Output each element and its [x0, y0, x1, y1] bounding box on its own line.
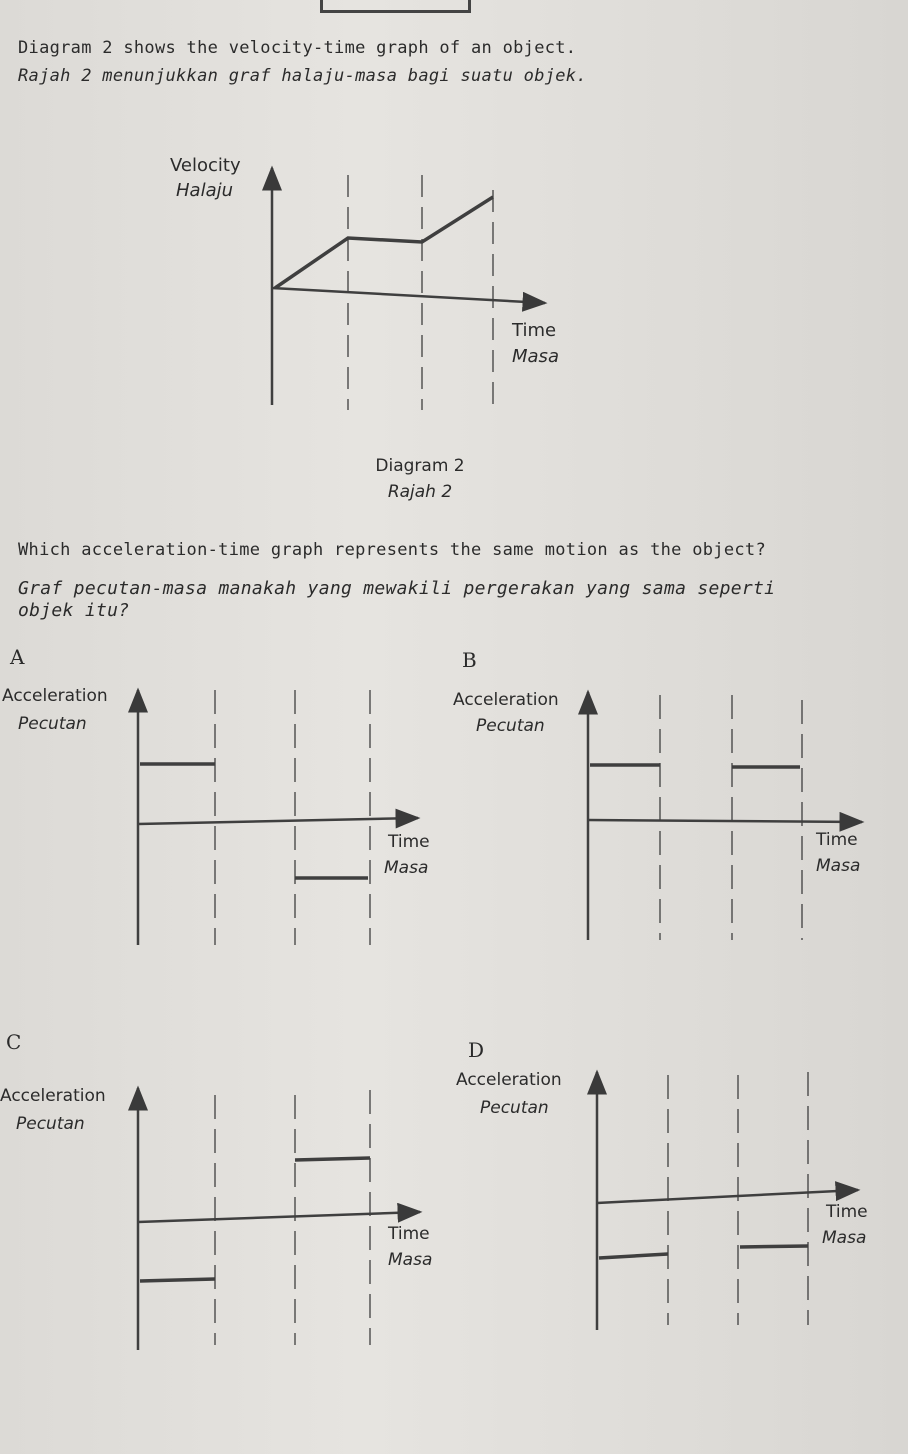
b-x-axis: [588, 820, 862, 822]
a-x-axis: [138, 818, 418, 824]
vt-velocity-line: [275, 197, 493, 288]
velocity-time-graph: [272, 168, 545, 410]
diagram-y-label: Velocity: [170, 155, 241, 176]
c-segment-negative: [140, 1279, 215, 1281]
option-b-y-label-ms: Pecutan: [476, 716, 545, 736]
option-d-y-label: Acceleration: [456, 1070, 562, 1090]
option-d-graph: [597, 1072, 858, 1330]
option-c-y-label: Acceleration: [0, 1086, 106, 1106]
option-d-x-label: Time: [826, 1202, 868, 1222]
option-a-y-label: Acceleration: [2, 686, 108, 706]
diagram-caption: Diagram 2: [375, 456, 465, 476]
d-segment-negative-1: [599, 1254, 668, 1258]
question-text-en: Diagram 2 shows the velocity-time graph of an object.: [18, 38, 577, 58]
option-c-letter: C: [6, 1030, 22, 1054]
vt-x-axis: [272, 288, 545, 303]
d-x-axis: [597, 1190, 858, 1203]
option-b-graph: [588, 692, 862, 940]
diagram-caption-ms: Rajah 2: [387, 482, 453, 502]
d-segment-negative-2: [740, 1246, 808, 1247]
question-text-ms: Rajah 2 menunjukkan graf halaju-masa bagi suatu objek.: [18, 66, 587, 86]
prompt-text-en: Which acceleration-time graph represents the same motion as the object?: [18, 540, 766, 560]
option-d-x-label-ms: Masa: [822, 1228, 867, 1248]
option-b-letter: B: [462, 648, 477, 672]
prompt-text-ms-2: objek itu?: [18, 600, 130, 621]
diagram-y-label-ms: Halaju: [176, 180, 234, 201]
option-c-x-label: Time: [388, 1224, 430, 1244]
diagram-x-label-ms: Masa: [512, 346, 559, 367]
option-c-x-label-ms: Masa: [388, 1250, 433, 1270]
c-x-axis: [138, 1212, 420, 1222]
prompt-text-ms-1: Graf pecutan-masa manakah yang mewakili pergerakan yang sama seperti: [18, 578, 776, 599]
option-c-graph: [138, 1088, 420, 1350]
option-a-y-label-ms: Pecutan: [18, 714, 87, 734]
option-b-y-label: Acceleration: [453, 690, 559, 710]
option-a-x-label-ms: Masa: [384, 858, 429, 878]
option-b-x-label: Time: [816, 830, 858, 850]
option-d-y-label-ms: Pecutan: [480, 1098, 549, 1118]
option-a-x-label: Time: [388, 832, 430, 852]
c-segment-positive: [295, 1158, 370, 1160]
option-d-letter: D: [468, 1038, 485, 1062]
option-b-x-label-ms: Masa: [816, 856, 861, 876]
option-c-y-label-ms: Pecutan: [16, 1114, 85, 1134]
option-a-letter: A: [10, 645, 25, 669]
option-a-graph: [138, 690, 418, 945]
diagram-x-label: Time: [512, 320, 557, 341]
